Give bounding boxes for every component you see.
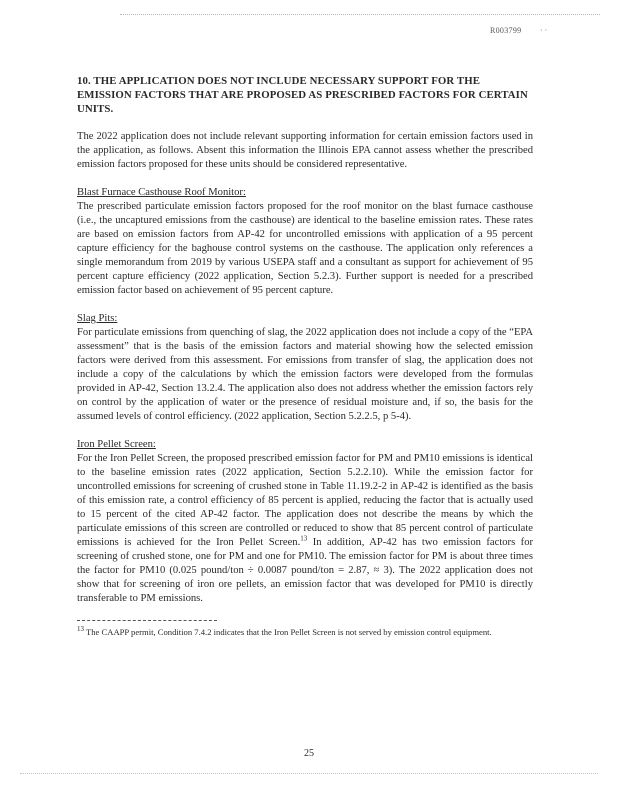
subsection-title: Slag Pits: xyxy=(77,313,118,324)
subsection-casthouse xyxy=(77,186,533,298)
subsection-body-continued: In addition, AP-42 has two emission factors for screening of crushed stone, one for PM and one for PM10. The emission factor for PM is about three times the factor for PM10 (0.025 pound/ton ÷ 0.0087 pound/ton = 2.87, ≈ 3). The 2022 application does not show that for screening of iron ore pellets, an emission factor that was developed for PM10 is directly transferable to PM emissions. xyxy=(77,537,534,604)
scan-edge-top xyxy=(120,14,600,15)
footnote-divider xyxy=(77,620,217,621)
subsection-body: For particulate emissions from quenching of slag, the 2022 application does not include a copy of the “EPA assessment” that is the basis of the emission factors and material showing how the selected emission factors were derived from this assessment. For emissions from transfer of slag, the application does not include a copy of the calculations by which the emission factors were developed from the formulas provided in AP-42, Section 13.2.4. The application also does not address whether the emission factors rely on control by the application of water or the presence of residual moisture and, if so, the basis for the assumed levels of control efficiency. (2022 application, Section 5.2.2.5, p 5-4). xyxy=(77,327,533,422)
subsection-title: Blast Furnace Casthouse Roof Monitor: xyxy=(77,187,246,198)
intro-paragraph: The 2022 application does not include relevant supporting information for certain emission factors used in the application, as follows. Absent this information the Illinois EPA cannot assess whether the prescribed emission factors proposed for these units should be considered representative. xyxy=(77,131,533,170)
footnote-mark: 13 xyxy=(77,625,84,634)
subsection-slag-pits xyxy=(77,312,533,424)
page-number: 25 xyxy=(304,748,314,759)
subsection-iron-pellet-screen xyxy=(77,438,533,606)
footnote-reference[interactable]: 13 xyxy=(300,534,308,543)
scan-edge-bottom xyxy=(20,773,598,774)
document-id-marks: · · xyxy=(540,26,548,35)
subsection-body: For the Iron Pellet Screen, the proposed prescribed emission factor for PM and PM10 emissions is identical to the baseline emission rates (2022 application, Section 5.2.2.10). While the emission factor for uncontrolled emissions for screening of crushed stone in Table 11.19.2-2 in AP-42 is identified as the basis of this emission rate, a control efficiency of 85 percent is applied, reducing the factor that is actually used to 15 percent of the cited AP-42 factor. The application does not describe the means by which the particulate emissions of this screen are controlled or reduced to show that 85 percent control of particulate emissions is achieved for the Iron Pellet Screen. xyxy=(77,453,533,548)
section-heading: 10. THE APPLICATION DOES NOT INCLUDE NECESSARY SUPPORT FOR THE EMISSION FACTORS THAT ARE PROPOSED AS PRESCRIBED FACTORS FOR CERTAIN UNITS. xyxy=(77,75,528,115)
footnote xyxy=(77,627,533,638)
document-id: R003799 xyxy=(490,26,522,35)
subsection-body: The prescribed particulate emission factors proposed for the roof monitor on the blast furnace casthouse (i.e., the uncaptured emissions from the casthouse) are identical to the baseline emission rates. These rates are based on emission factors from AP-42 for uncontrolled emissions with application of a 95 percent capture efficiency for the baghouse control systems on the casthouse. The application only references a single memorandum from 2019 by various USEPA staff and a consultant as support for achievement of 95 percent capture efficiency (2022 application, Section 5.2.3). Further support is needed for a prescribed emission factor based on achievement of 95 percent capture. xyxy=(77,201,533,296)
footnote-text: The CAAPP permit, Condition 7.4.2 indicates that the Iron Pellet Screen is not served by emission control equipment. xyxy=(86,627,492,637)
page-content xyxy=(77,74,533,638)
subsection-title: Iron Pellet Screen: xyxy=(77,439,156,450)
